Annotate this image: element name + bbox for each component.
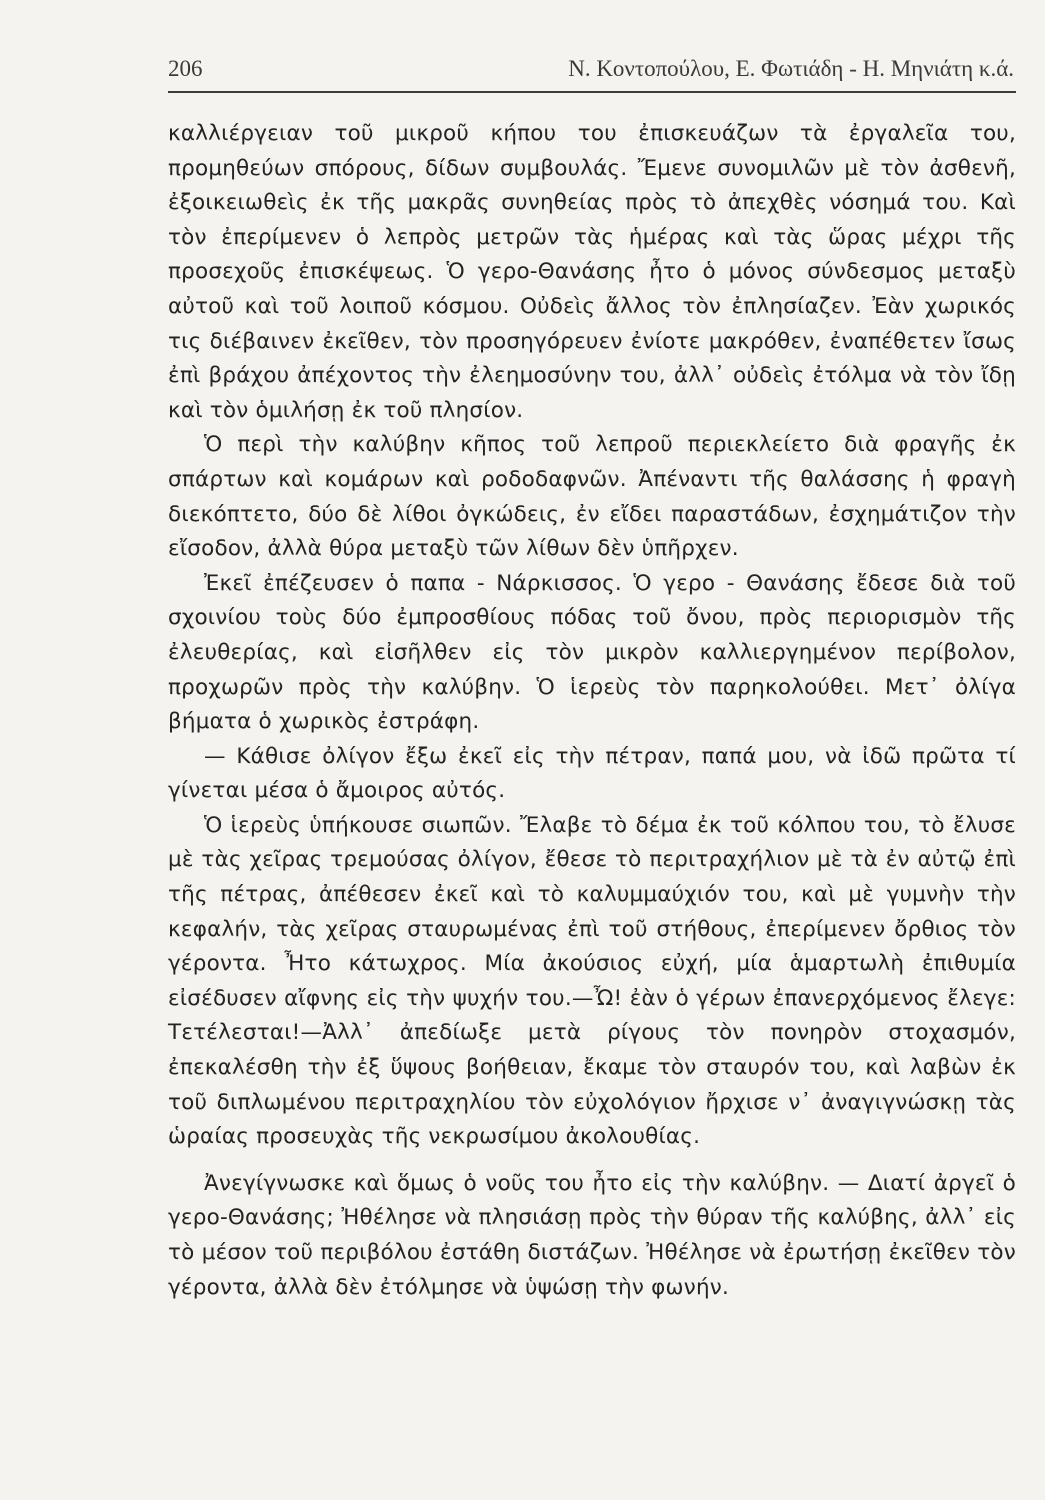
body-text bbox=[168, 117, 1016, 1305]
paragraph: Ὁ ἱερεὺς ὑπήκουσε σιωπῶν. Ἔλαβε τὸ δέμα ἐκ τοῦ κόλπου του, τὸ ἔλυσε μὲ τὰς χεῖρας τρεμούσας ὀλίγον, ἔθεσε τὸ περιτραχήλιον μὲ τὰ ἐν αὐτῷ ἐπὶ τῆς πέτρας, ἀπέθεσεν ἐκεῖ καὶ τὸ καλυμμαύχιόν του, καὶ μὲ γυμνὴν τὴν κεφαλήν, τὰς χεῖρας σταυρωμένας ἐπὶ τοῦ στήθους, ἐπερίμενεν ὄρθιος τὸν γέροντα. Ἦτο κάτωχρος. Μία ἀκούσιος εὐχή, μία ἁμαρτωλὴ ἐπιθυμία εἰσέδυσεν αἴφνης εἰς τὴν ψυχήν του.—Ὦ! ἐὰν ὁ γέρων ἐπανερχόμενος ἔλεγε: Τετέλεσται!—Ἀλλ᾽ ἀπεδίωξε μετὰ ρίγους τὸν πονηρὸν στοχασμόν, ἐπεκαλέσθη τὴν ἐξ ὕψους βοήθειαν, ἔκαμε τὸν σταυρόν του, καὶ λαβὼν ἐκ τοῦ διπλωμένου περιτραχηλίου τὸν εὐχολόγιον ἤρχισε ν᾽ ἀναγιγνώσκῃ τὰς ὡραίας προσευχὰς τῆς νεκρωσίμου ἀκολουθίας. bbox=[168, 812, 1016, 1150]
paragraph: Ἐκεῖ ἐπέζευσεν ὁ παπα - Νάρκισσος. Ὁ γερο - Θανάσης ἔδεσε διὰ τοῦ σχοινίου τοὺς δύο ἐμπροσθίους πόδας τοῦ ὄνου, πρὸς περιορισμὸν τῆς ἐλευθερίας, καὶ εἰσῆλθεν εἰς τὸν μικρὸν καλλιεργημένον περίβολον, προχωρῶν πρὸς τὴν καλύβην. Ὁ ἱερεὺς τὸν παρηκολούθει. Μετ᾽ ὀλίγα βήματα ὁ χωρικὸς ἐστράφη. bbox=[168, 570, 1016, 735]
paragraph: καλλιέργειαν τοῦ μικροῦ κήπου του ἐπισκευάζων τὰ ἐργαλεῖα του, προμηθεύων σπόρους, δίδων συμβουλάς. Ἔμενε συνομιλῶν μὲ τὸν ἀσθενῆ, ἐξοικειωθεὶς ἐκ τῆς μακρᾶς συνηθείας πρὸς τὸ ἀπεχθὲς νόσημά του. Καὶ τὸν ἐπερίμενεν ὁ λεπρὸς μετρῶν τὰς ἡμέρας καὶ τὰς ὥρας μέχρι τῆς προσεχοῦς ἐπισκέψεως. Ὁ γερο-Θανάσης ἦτο ὁ μόνος σύνδεσμος μεταξὺ αὐτοῦ καὶ τοῦ λοιποῦ κόσμου. Οὐδεὶς ἄλλος τὸν ἐπλησίαζεν. Ἐὰν χωρικός τις διέβαινεν ἐκεῖθεν, τὸν προσηγόρευεν ἐνίοτε μακρόθεν, ἐναπέθετεν ἴσως ἐπὶ βράχου ἀπέχοντος τὴν ἐλεημοσύνην του, ἀλλ᾽ οὐδεὶς ἐτόλμα νὰ τὸν ἴδῃ καὶ τὸν ὁμιλήσῃ ἐκ τοῦ πλησίον. bbox=[168, 121, 1016, 423]
header-rule bbox=[168, 91, 1016, 93]
page-header bbox=[168, 52, 1016, 86]
page-number: 206 bbox=[168, 56, 203, 81]
paragraph: Ἀνεγίγνωσκε καὶ ὅμως ὁ νοῦς του ἦτο εἰς τὴν καλύβην. — Διατί ἀργεῖ ὁ γερο-Θανάσης; Ἠθέλησε νὰ πλησιάσῃ πρὸς τὴν θύραν τῆς καλύβης, ἀλλ᾽ εἰς τὸ μέσον τοῦ περιβόλου ἐστάθη διστάζων. Ἠθέλησε νὰ ἐρωτήσῃ ἐκεῖθεν τὸν γέροντα, ἀλλὰ δὲν ἐτόλμησε νὰ ὑψώσῃ τὴν φωνήν. bbox=[168, 1170, 1016, 1300]
paragraph: Ὁ περὶ τὴν καλύβην κῆπος τοῦ λεπροῦ περιεκλείετο διὰ φραγῆς ἐκ σπάρτων καὶ κομάρων καὶ ροδοδαφνῶν. Ἀπέναντι τῆς θαλάσσης ἡ φραγὴ διεκόπτετο, δύο δὲ λίθοι ὀγκώδεις, ἐν εἴδει παραστάδων, ἐσχημάτιζον τὴν εἴσοδον, ἀλλὰ θύρα μεταξὺ τῶν λίθων δὲν ὑπῆρχεν. bbox=[168, 432, 1016, 562]
dialogue-paragraph: — Κάθισε ὀλίγον ἔξω ἐκεῖ εἰς τὴν πέτραν, παπά μου, νὰ ἰδῶ πρῶτα τί γίνεται μέσα ὁ ἄμοιρος αὐτός. bbox=[168, 743, 1016, 804]
running-head: Ν. Κοντοπούλου, Ε. Φωτιάδη - Η. Μηνιάτη κ.ά. bbox=[568, 56, 1014, 81]
